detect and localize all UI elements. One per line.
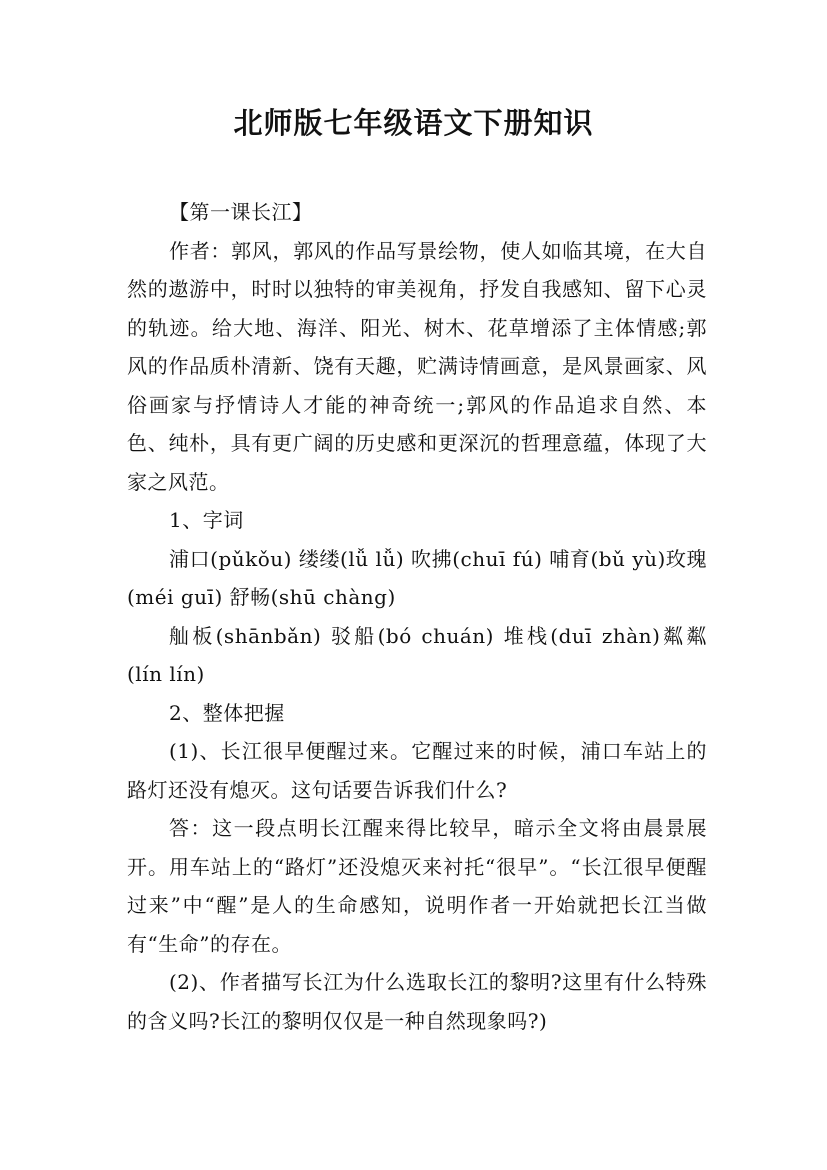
section-heading-overview: 2、整体把握 [169, 700, 285, 725]
document-body [127, 193, 707, 1040]
vocabulary-line-1: 浦口(pǔkǒu) 缕缕(lǚ lǚ) 吹拂(chuī fú) 哺育(bǔ yù)玫瑰(méi guī) 舒畅(shū chàng) [127, 546, 707, 609]
vocabulary-line-2: 舢板(shānbǎn) 驳船(bó chuán) 堆栈(duī zhàn)粼粼(lín lín) [127, 623, 707, 686]
question-2: (2)、作者描写长江为什么选取长江的黎明?这里有什么特殊的含义吗?长江的黎明仅仅是一种自然现象吗?) [127, 970, 707, 1033]
section-heading-vocabulary: 1、字词 [169, 508, 244, 532]
question-1: (1)、长江很早便醒过来。它醒过来的时候，浦口车站上的路灯还没有熄灭。这句话要告诉我们什么? [127, 739, 707, 802]
author-paragraph: 作者：郭风，郭风的作品写景绘物，使人如临其境，在大自然的遨游中，时时以独特的审美视角，抒发自我感知、留下心灵的轨迹。给大地、海洋、阳光、树木、花草增添了主体情感;郭风的作品质朴清新、饶有天趣，贮满诗情画意，是风景画家、风俗画家与抒情诗人才能的神奇统一;郭风的作品追求自然、本色、纯朴，具有更广阔的历史感和更深沉的哲理意蕴，体现了大家之风范。 [127, 238, 707, 494]
document-title: 北师版七年级语文下册知识 [233, 106, 594, 140]
lesson-heading: 【第一课长江】 [169, 200, 313, 224]
answer-1: 答：这一段点明长江醒来得比较早，暗示全文将由晨景展开。用车站上的“路灯”还没熄灭来衬托“很早”。“长江很早便醒过来”中“醒”是人的生命感知，说明作者一开始就把长江当做有“生命”的存在。 [127, 816, 707, 956]
